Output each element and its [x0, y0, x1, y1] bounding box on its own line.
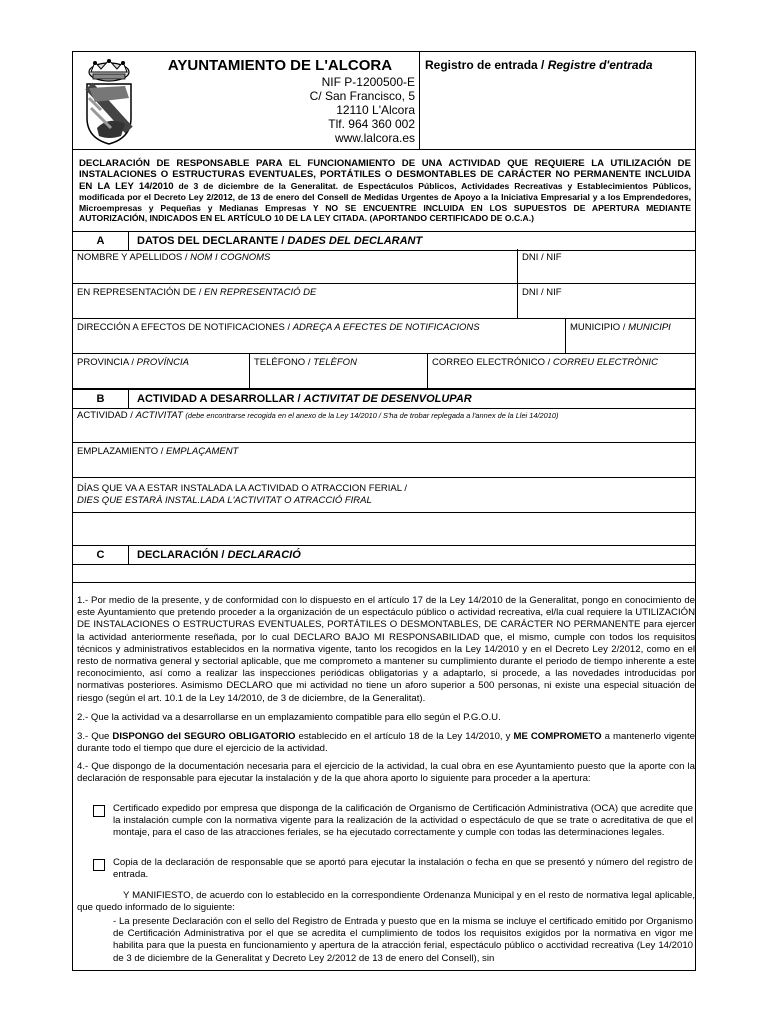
p3-compromiso: ME COMPROMETO	[513, 731, 602, 742]
section-a-title	[137, 232, 422, 250]
org-name: AYUNTAMIENTO DE L'ALCORA	[167, 57, 393, 74]
dias-input-area[interactable]	[73, 513, 695, 545]
section-c-title	[137, 546, 301, 564]
section-c-title-ca: DECLARACIÓ	[227, 549, 301, 561]
paragraph-3	[77, 731, 695, 755]
correo-label-ca: CORREU ELECTRÒNIC	[552, 357, 658, 368]
address: C/ San Francisco, 5	[309, 89, 415, 103]
declaration-title	[79, 158, 691, 223]
paragraph-4: 4.- Que dispongo de la documentación necesaria para el ejercicio de la actividad, la cual obra en ese Ayuntamiento puesto que la aporte con la declaración de responsable para ejecutar la instalación y de la que ahora aporto lo siguiente para proceder a la apertura:	[77, 761, 695, 785]
municipio-label	[570, 322, 671, 333]
actividad-label-es: ACTIVIDAD /	[77, 410, 133, 421]
provincia-label-es: PROVINCIA /	[77, 357, 135, 368]
municipio-label-es: MUNICIPIO /	[570, 322, 626, 333]
actividad-note: (debe encontrarse recogida en el anexo de la Ley 14/2010 / S'ha de trobar replegada a l'annex de la Llei 14/2010)	[185, 411, 559, 420]
section-b-title	[137, 390, 472, 408]
telefono-label-es: TELÉFONO /	[254, 357, 311, 368]
row-provincia	[73, 354, 695, 389]
section-c-title-es: DECLARACIÓN /	[137, 549, 225, 561]
nombre-field[interactable]	[73, 249, 518, 283]
city: 12110 L'Alcora	[336, 103, 415, 117]
section-c-header	[73, 545, 695, 565]
emplazamiento-label-es: EMPLAZAMIENTO /	[77, 446, 164, 457]
row-direccion	[73, 319, 695, 354]
emplazamiento-label-ca: EMPLAÇAMENT	[166, 446, 239, 457]
manifiesto-paragraph: Y MANIFIESTO, de acuerdo con lo establecido en la correspondiente Ordenanza Municipal y en el resto de normativa legal aplicable, que quedo informado de lo siguiente:	[77, 890, 695, 914]
representacion-label-es: EN REPRESENTACIÓN DE /	[77, 287, 202, 298]
section-a-title-es: DATOS DEL DECLARANTE /	[137, 235, 285, 247]
direccion-label-es: DIRECCIÓN A EFECTOS DE NOTIFICACIONES /	[77, 322, 291, 333]
website: www.lalcora.es	[334, 131, 415, 145]
municipio-label-ca: MUNICIPI	[628, 322, 671, 333]
p3-seguro: DISPONGO del SEGURO OBLIGATORIO	[112, 731, 296, 742]
section-a-title-ca: DADES DEL DECLARANT	[287, 235, 423, 247]
municipio-field[interactable]	[566, 319, 695, 353]
bullet-paragraph-1: - La presente Declaración con el sello del Registro de Entrada y puesto que en la misma se incluye el certificado emitido por Organismo de Certificación Administrativa por el que se acredita el cumplimiento de todos los requisitos exigidos por la normativa en vigor me habilita para que la puesta en funcionamiento y apertura de la atracción ferial, espectáculo público o acctividad recreativa (Ley 14/2010 de 3 de diciembre de la Generalitat y Decreto Ley 2/2012 de 13 de enero del Consell), sin	[113, 916, 693, 964]
representacion-label	[77, 287, 316, 298]
coat-of-arms-icon	[81, 58, 137, 146]
section-b-header	[73, 389, 695, 409]
header	[73, 52, 695, 150]
nif: NIF P-1200500-E	[321, 75, 415, 89]
direccion-field[interactable]	[73, 319, 566, 353]
section-a-letter: A	[73, 232, 129, 250]
section-b-title-es: ACTIVIDAD A DESARROLLAR /	[137, 393, 301, 405]
phone: Tlf. 964 360 002	[328, 117, 415, 131]
section-c-letter: C	[73, 546, 129, 564]
section-c-spacer	[73, 564, 695, 583]
dni-label-2: DNI / NIF	[522, 287, 562, 298]
option-oca-certificado: Certificado expedido por empresa que disponga de la calificación de Organismo de Certificación Administrativa (OCA) que acredite que la instalación cumple con la normativa vigente para la realización de la actividad o espectáculo de que se trate o acreditativa de que el montaje, para el caso de las atracciones feriales, se ha ejecutado correctamente y cumple con todas las determinaciones legales.	[113, 803, 693, 839]
provincia-field[interactable]	[73, 354, 250, 388]
p3-part-c: establecido en el artículo 18 de la Ley 14/2010, y	[295, 731, 514, 742]
actividad-field[interactable]	[73, 407, 695, 443]
checkbox-oca-certificado[interactable]	[93, 805, 105, 817]
telefono-label-ca: TELÈFON	[313, 357, 357, 368]
direccion-label-ca: ADREÇA A EFECTES DE NOTIFICACIONS	[292, 322, 480, 333]
header-left	[73, 52, 420, 149]
nombre-label	[77, 252, 270, 263]
section-b-title-ca: ACTIVITAT DE DESENVOLUPAR	[303, 393, 472, 405]
correo-label-es: CORREO ELECTRÓNICO /	[432, 357, 551, 368]
dni-label-1: DNI / NIF	[522, 252, 562, 263]
representacion-field[interactable]	[73, 284, 518, 318]
actividad-label	[77, 410, 558, 421]
emplazamiento-field[interactable]	[73, 443, 695, 478]
checkbox-copia-declaracion[interactable]	[93, 859, 105, 871]
section-b-letter: B	[73, 390, 129, 408]
registro-es: Registro de entrada /	[425, 58, 545, 72]
p3-part-a: 3.- Que	[77, 731, 113, 742]
declaration-title-rest: de 3 de diciembre de la Generalitat. de Espectáculos Públicos, Actividades Recreativas y Establecimientos Públicos, modificada por el Decreto Ley 2/2012, de 13 de enero del Consell de Medidas Urgentes de Apoyo a la Iniciativa Empresarial y a los Emprendedores, Microempresas y Pequeñas y Medianas Empresas Y NO SE ENCUENTRE INCLUIDA EN LOS SUPUESTOS DE APERTURA MEDIANTE AUTORIZACIÓN, INDICADOS EN EL ARTÍCULO 10 DE LA LEY CITADA. (APORTANDO CERTIFICADO DE O.C.A.)	[79, 180, 692, 224]
emplazamiento-label	[77, 446, 238, 457]
dias-label	[77, 483, 407, 507]
correo-field[interactable]	[428, 354, 695, 388]
provincia-label	[77, 357, 189, 368]
row-nombre	[73, 249, 695, 284]
telefono-field[interactable]	[250, 354, 428, 388]
representacion-label-ca: EN REPRESENTACIÓ DE	[204, 287, 317, 298]
registro-ca: Registre d'entrada	[547, 58, 653, 72]
option-copia-declaracion: Copia de la declaración de responsable que se aportó para ejecutar la instalación o fecha en que se presentó y número del registro de entrada.	[113, 857, 693, 881]
nombre-label-es: NOMBRE Y APELLIDOS /	[77, 252, 188, 263]
declaration-title-main: DECLARACIÓN DE RESPONSABLE PARA EL FUNCIONAMIENTO DE UNA ACTIVIDAD QUE REQUIERE LA UTILIZACIÓN DE INSTALACIONES O ESTRUCTURAS EVENTUALES, PORTÁTILES O DESMONTABLES DE CARÁCTER NO PERMANENTE INCLUIDA EN LA LEY 14/2010	[79, 158, 691, 192]
dias-field[interactable]	[73, 478, 695, 513]
paragraph-2: 2.- Que la actividad va a desarrollarse en un emplazamiento compatible para ello según el P.G.O.U.	[77, 712, 501, 723]
provincia-label-ca: PROVÍNCIA	[136, 357, 189, 368]
actividad-label-ca: ACTIVITAT	[135, 410, 183, 421]
section-a-header	[73, 231, 695, 251]
registro-entrada-label	[425, 58, 653, 72]
nombre-label-ca: NOM I COGNOMS	[190, 252, 271, 263]
form-frame	[72, 51, 696, 971]
telefono-label	[254, 357, 357, 368]
row-representacion	[73, 284, 695, 319]
dni-field-1[interactable]	[518, 249, 695, 283]
direccion-label	[77, 322, 480, 333]
dias-label-ca: DIES QUE ESTARÀ INSTAL.LADA L'ACTIVITAT O ATRACCIÓ FIRAL	[77, 495, 372, 506]
dni-field-2[interactable]	[518, 284, 695, 318]
paragraph-1: 1.- Por medio de la presente, y de conformidad con lo dispuesto en el artículo 17 de la Ley 14/2010 de la Generalitat, pongo en conocimiento de este Ayuntamiento que pretendo proceder a la organización de un espectáculo público o actividad recreativa, el/la cual requiere la UTILIZACIÓN DE INSTALACIONES O ESTRUCTURAS EVENTUALES, PORTÁTILES O DESMONTABLES, DE CARÁCTER NO PERMANENTE para ejercer la actividad anteriormente reseñada, por lo cual DECLARO BAJO MI RESPONSABILIDAD que, el mismo, cumple con todos los requisitos técnicos y administrativos establecidos en la normativa vigente, tanto los recogidos en la Ley 14/2010 y en el Decreto Ley 2/2012, como en el resto de normativa general y sectorial aplicable, que me comprometo a mantener su cumplimiento durante el periodo de tiempo inherente a este reconocimiento, así como a realizar las inspecciones periódicas obligatorias y a adaptarlo, si procede, a las novedades introducidas por normativas posteriores. Asimismo DECLARO que mi actividad no tiene un aforo superior a 500 personas, ni existe una especial situación de riesgo (según el art. 10.1 de la Ley 14/2010, de 3 de diciembre, de la Generalitat).	[77, 595, 695, 704]
dias-label-es: DÍAS QUE VA A ESTAR INSTALADA LA ACTIVIDAD O ATRACCION FERIAL /	[77, 483, 407, 494]
p3-part-e: a mantenerlo vigente durante todo el tiempo que dure el ejercicio de la actividad.	[77, 731, 695, 755]
correo-label	[432, 357, 658, 368]
